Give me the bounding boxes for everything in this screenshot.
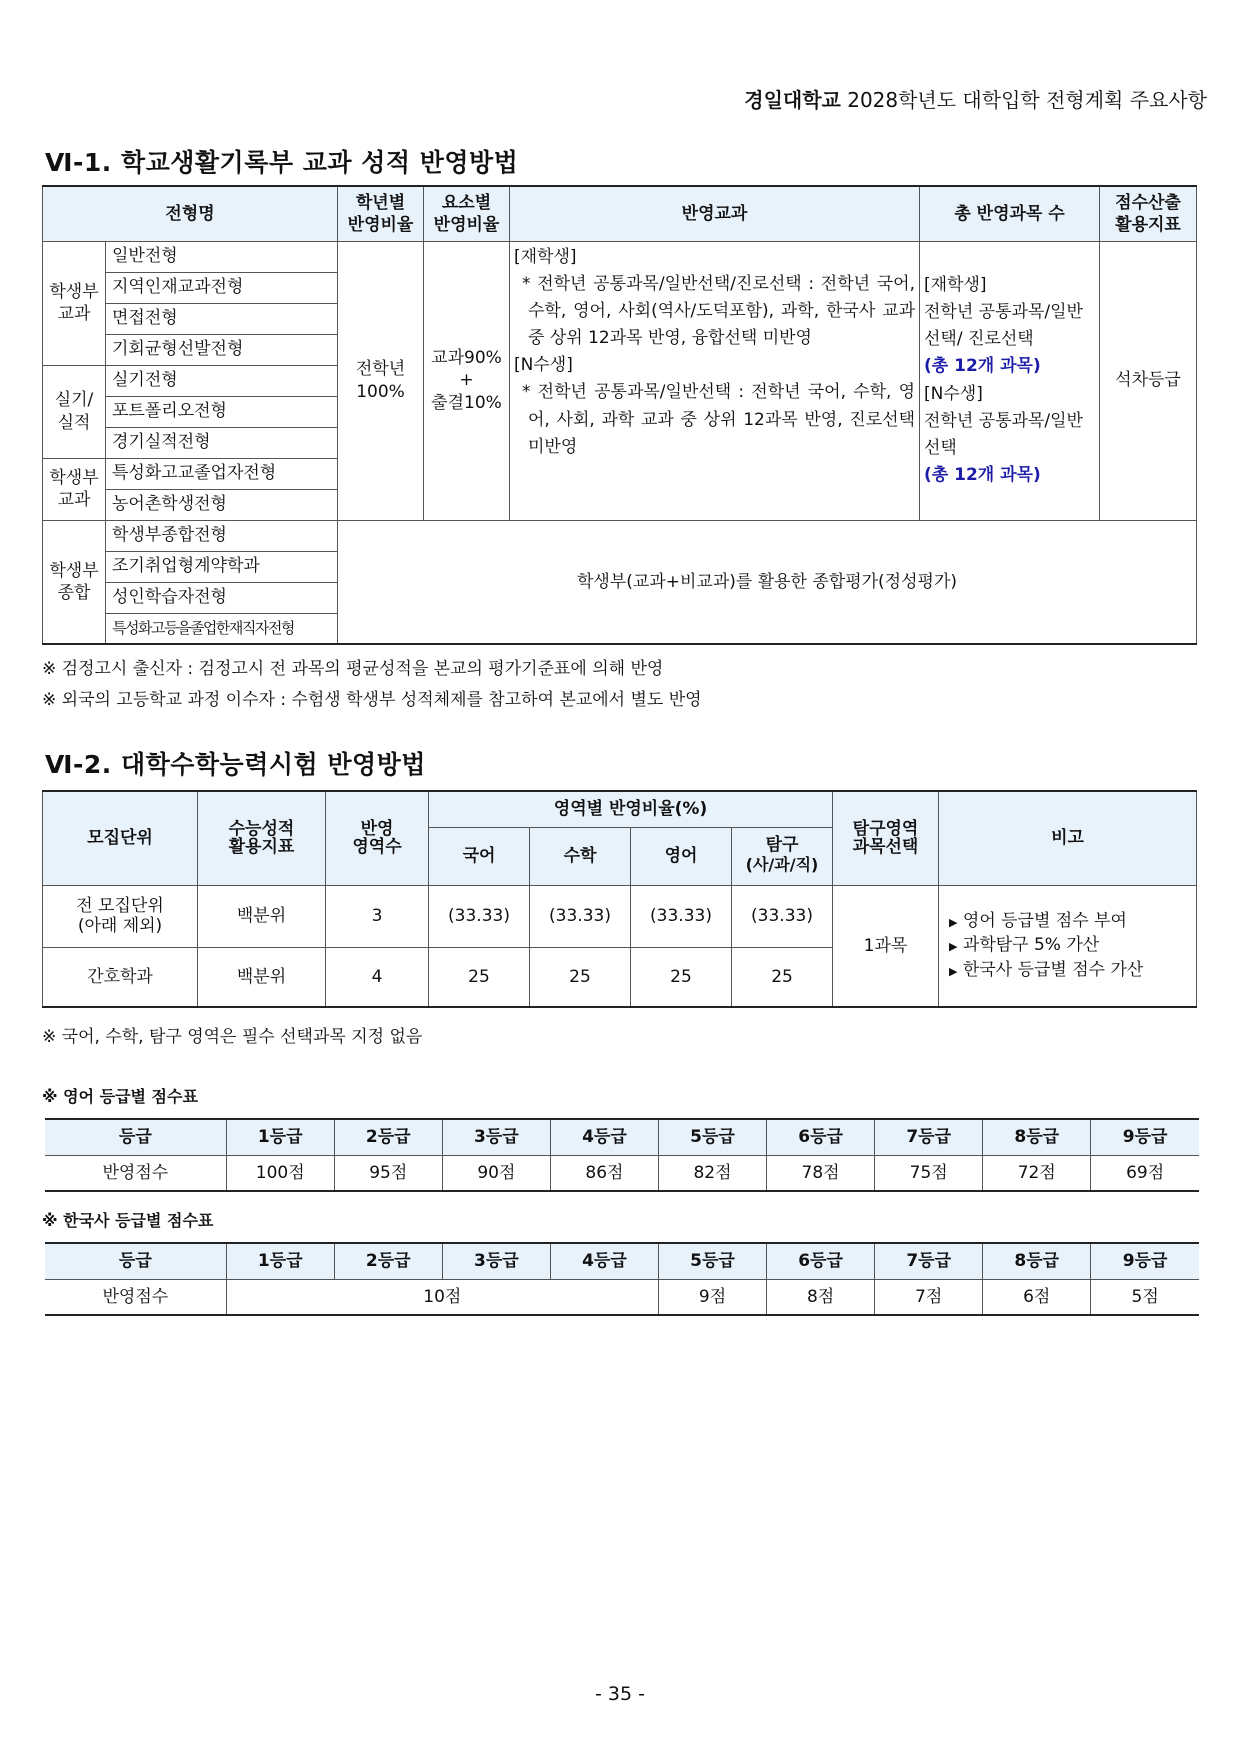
remarks-list [939,885,1197,1007]
score-cell: 100점 [226,1155,334,1191]
grade-cell: 2등급 [334,1119,442,1155]
index-cell: 백분위 [198,947,326,1007]
english-table-title: ※ 영어 등급별 점수표 [42,1087,198,1106]
score-cell: 72점 [983,1155,1091,1191]
header-element-ratio: 요소별 반영비율 [424,186,510,241]
score-cell-merged: 10점 [226,1279,658,1315]
school-record-table [42,185,1197,645]
grade-cell: 1등급 [226,1119,334,1155]
header-korean: 국어 [429,827,530,885]
index-value: 석차등급 [1100,241,1197,520]
grade-cell: 2등급 [334,1243,442,1279]
header-unit: 모집단위 [43,791,198,885]
grade-cell: 9등급 [1091,1119,1199,1155]
score-cell: 75점 [875,1155,983,1191]
bullet-icon: ▶ [949,940,958,954]
admission-type: 일반전형 [106,241,338,272]
header-csat-index: 수능성적 활용지표 [198,791,326,885]
grade-cell: 4등급 [550,1243,658,1279]
subjects-description: [재학생] * 전학년 공통과목/일반선택/진로선택 : 전학년 국어, 수학, 영어, 사회(역사/도덕포함), 과학, 한국사 교과 중 상위 12과목 반영, 융합선택 미반영 [N수생] * 전학년 공통과목/일반선택 : 전학년 국어, 수학, 영어, 사회, 과학 교과 중 상위 12과목 반영, 진로선택 미반영 [510,241,920,520]
score-cell: 6점 [983,1279,1091,1315]
english-cell: 25 [631,947,732,1007]
unit-cell: 간호학과 [43,947,198,1007]
english-score-table [45,1118,1199,1192]
grade-cell: 3등급 [442,1119,550,1155]
comprehensive-evaluation: 학생부(교과+비교과)를 활용한 종합평가(정성평가) [338,520,1197,644]
grade-cell: 6등급 [767,1119,875,1155]
bullet-icon: ▶ [949,965,958,979]
grade-cell: 9등급 [1091,1243,1199,1279]
grade-header: 등급 [45,1243,226,1279]
grade-cell: 7등급 [875,1243,983,1279]
grade-header: 등급 [45,1119,226,1155]
header-inquiry: 탐구 (사/과/직) [732,827,833,885]
header-english: 영어 [631,827,732,885]
header-total-subjects: 총 반영과목 수 [920,186,1100,241]
note-foreign: ※ 외국의 고등학교 과정 이수자 : 수험생 학생부 성적체제를 참고하여 본교에서 별도 반영 [42,690,702,710]
score-cell: 78점 [767,1155,875,1191]
csat-table [42,790,1197,1008]
score-cell: 7점 [875,1279,983,1315]
math-cell: (33.33) [530,885,631,947]
year-ratio-value: 전학년 100% [338,241,424,520]
admission-type: 특성화고교졸업자전형 [106,458,338,489]
score-cell: 9점 [658,1279,766,1315]
score-cell: 5점 [1091,1279,1199,1315]
table-row [43,885,1197,947]
remark-item: ▶ 과학탐구 5% 가산 [949,935,1100,956]
header-inquiry-select: 탐구영역 과목선택 [833,791,939,885]
admission-type: 지역인재교과전형 [106,272,338,303]
english-cell: (33.33) [631,885,732,947]
header-remarks: 비고 [939,791,1197,885]
score-label: 반영점수 [45,1155,226,1191]
header-name: 전형명 [43,186,338,241]
inquiry-cell: 25 [732,947,833,1007]
score-cell: 8점 [767,1279,875,1315]
areas-cell: 4 [326,947,429,1007]
admission-type: 면접전형 [106,303,338,334]
note-ged: ※ 검정고시 출신자 : 검정고시 전 과목의 평균성적을 본교의 평가기준표에 의해 반영 [42,659,664,679]
admission-type: 학생부종합전형 [106,520,338,551]
grade-cell: 4등급 [550,1119,658,1155]
admission-type: 실기전형 [106,365,338,396]
header-index: 점수산출 활용지표 [1100,186,1197,241]
element-ratio-value: 교과90% + 출결10% [424,241,510,520]
group-label-3: 학생부 교과 [43,458,106,520]
korean-cell: (33.33) [429,885,530,947]
score-cell: 90점 [442,1155,550,1191]
admission-type: 성인학습자전형 [106,582,338,613]
header-area-ratio: 영역별 반영비율(%) [429,791,833,827]
grade-cell: 5등급 [658,1243,766,1279]
grade-cell: 5등급 [658,1119,766,1155]
admission-type: 농어촌학생전형 [106,489,338,520]
admission-type: 특성화고등을졸업한재직자전형 [106,613,338,644]
page-header [744,84,1207,113]
history-table-title: ※ 한국사 등급별 점수표 [42,1211,214,1230]
korean-cell: 25 [429,947,530,1007]
admission-type: 경기실적전형 [106,427,338,458]
grade-cell: 1등급 [226,1243,334,1279]
unit-cell: 전 모집단위 (아래 제외) [43,885,198,947]
admission-type: 조기취업형계약학과 [106,551,338,582]
score-cell: 82점 [658,1155,766,1191]
inquiry-cell: (33.33) [732,885,833,947]
math-cell: 25 [530,947,631,1007]
admission-type: 포트폴리오전형 [106,396,338,427]
group-label-4: 학생부 종합 [43,520,106,644]
header-year-ratio: 학년별 반영비율 [338,186,424,241]
areas-cell: 3 [326,885,429,947]
page-number: - 35 - [595,1683,645,1705]
score-cell: 86점 [550,1155,658,1191]
document-title: 2028학년도 대학입학 전형계획 주요사항 [847,88,1207,112]
remark-item: ▶ 한국사 등급별 점수 가산 [949,960,1144,981]
history-score-table [45,1242,1199,1316]
group-label-2: 실기/ 실적 [43,365,106,458]
admission-type: 기회균형선발전형 [106,334,338,365]
grade-cell: 8등급 [983,1119,1091,1155]
grade-cell: 3등급 [442,1243,550,1279]
score-cell: 95점 [334,1155,442,1191]
header-math: 수학 [530,827,631,885]
total-subjects-description: [재학생] 전학년 공통과목/일반선택/ 진로선택 (총 12개 과목) [N수생] 전학년 공통과목/일반선택 (총 12개 과목) [920,241,1100,520]
csat-footnote: ※ 국어, 수학, 탐구 영역은 필수 선택과목 지정 없음 [42,1027,423,1047]
university-name: 경일대학교 [744,88,841,112]
remark-item: ▶ 영어 등급별 점수 부여 [949,910,1127,931]
grade-cell: 6등급 [767,1243,875,1279]
grade-cell: 8등급 [983,1243,1091,1279]
score-cell: 69점 [1091,1155,1199,1191]
group-label-1: 학생부 교과 [43,241,106,365]
score-label: 반영점수 [45,1279,226,1315]
inquiry-select-value: 1과목 [833,885,939,1007]
section-title-2: Ⅵ-2. 대학수학능력시험 반영방법 [45,750,426,779]
header-area-count: 반영 영역수 [326,791,429,885]
grade-cell: 7등급 [875,1119,983,1155]
header-subjects: 반영교과 [510,186,920,241]
section-title-1: Ⅵ-1. 학교생활기록부 교과 성적 반영방법 [45,148,519,177]
index-cell: 백분위 [198,885,326,947]
bullet-icon: ▶ [949,915,958,929]
